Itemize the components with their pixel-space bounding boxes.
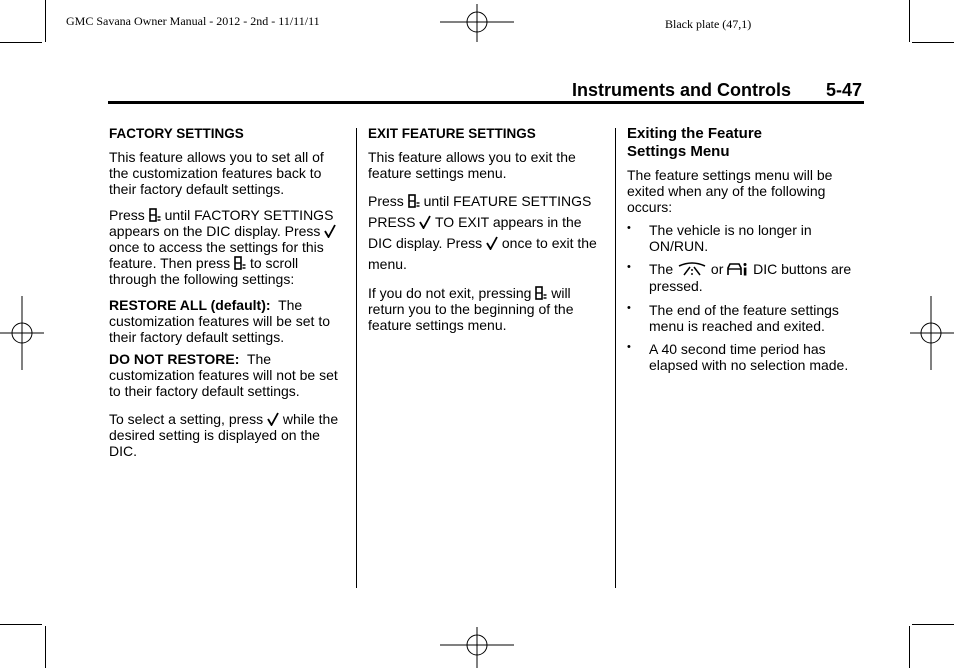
column-factory-settings (109, 126, 347, 469)
crop-mark (0, 624, 42, 625)
paragraph: This feature allows you to exit the feature settings menu. (368, 149, 576, 181)
list-item: • The end of the feature settings menu is reached and exited. (627, 302, 839, 334)
header-plate: Black plate (47,1) (665, 17, 752, 31)
crop-mark (912, 624, 954, 625)
registration-mark-left (0, 296, 44, 370)
checkmark-icon (324, 224, 336, 238)
title-rule (108, 101, 864, 104)
crop-mark (912, 42, 954, 43)
checkmark-icon (419, 215, 431, 229)
paragraph: DO NOT RESTORE: The customization features will not be set to their factory default settings. (109, 351, 338, 399)
section-title: Instruments and Controls (572, 80, 792, 100)
vehicle-info-icon (234, 256, 246, 270)
paragraph: If you do not exit, pressing will return you to the beginning of the feature settings menu. (368, 285, 574, 333)
column-divider (356, 128, 357, 588)
crop-mark (0, 42, 42, 43)
section-heading: Exiting the Feature Settings Menu (627, 125, 763, 160)
checkmark-icon (267, 412, 279, 426)
paragraph: The feature settings menu will be exited when any of the following occurs: (627, 167, 833, 215)
list-item: • The or DIC buttons are pressed. (627, 261, 852, 294)
vehicle-info-icon (535, 286, 547, 300)
crop-mark (45, 0, 46, 42)
paragraph: This feature allows you to set all of the customization features back to their factory default settings. (109, 149, 324, 197)
registration-mark-top (440, 4, 514, 44)
page-number: 5-47 (826, 80, 863, 100)
paragraph: Press until FACTORY SETTINGS appears on the DIC display. Press once to access the settings for this feature. Then press to scroll through the following settings: (109, 207, 347, 287)
bullet-list (627, 222, 867, 373)
registration-mark-bottom (440, 627, 514, 668)
crop-mark (909, 0, 910, 42)
vehicle-information-icon (727, 262, 749, 276)
checkmark-icon (486, 236, 498, 250)
crop-mark (909, 626, 910, 668)
list-item: • The vehicle is no longer in ON/RUN. (627, 222, 812, 254)
vehicle-info-icon (149, 208, 161, 222)
paragraph: Press until FEATURE SETTINGS PRESS TO EXIT appears in the DIC display. Press once to exit the menu. (368, 193, 597, 272)
paragraph: RESTORE ALL (default): The customization features will be set to their factory default settings. (109, 297, 330, 345)
trip-fuel-icon (677, 262, 707, 276)
section-heading: FACTORY SETTINGS (109, 126, 244, 141)
column-exiting-menu (627, 126, 867, 380)
column-divider (615, 128, 616, 588)
column-exit-feature-settings (368, 126, 606, 343)
list-item: • A 40 second time period has elapsed with no selection made. (627, 341, 849, 373)
registration-mark-right (910, 296, 954, 370)
paragraph: To select a setting, press while the desired setting is displayed on the DIC. (109, 411, 339, 459)
crop-mark (45, 626, 46, 668)
vehicle-info-icon (408, 194, 420, 208)
header-manual-title: GMC Savana Owner Manual - 2012 - 2nd - 11/11/11 (66, 14, 320, 28)
section-heading: EXIT FEATURE SETTINGS (368, 126, 536, 141)
